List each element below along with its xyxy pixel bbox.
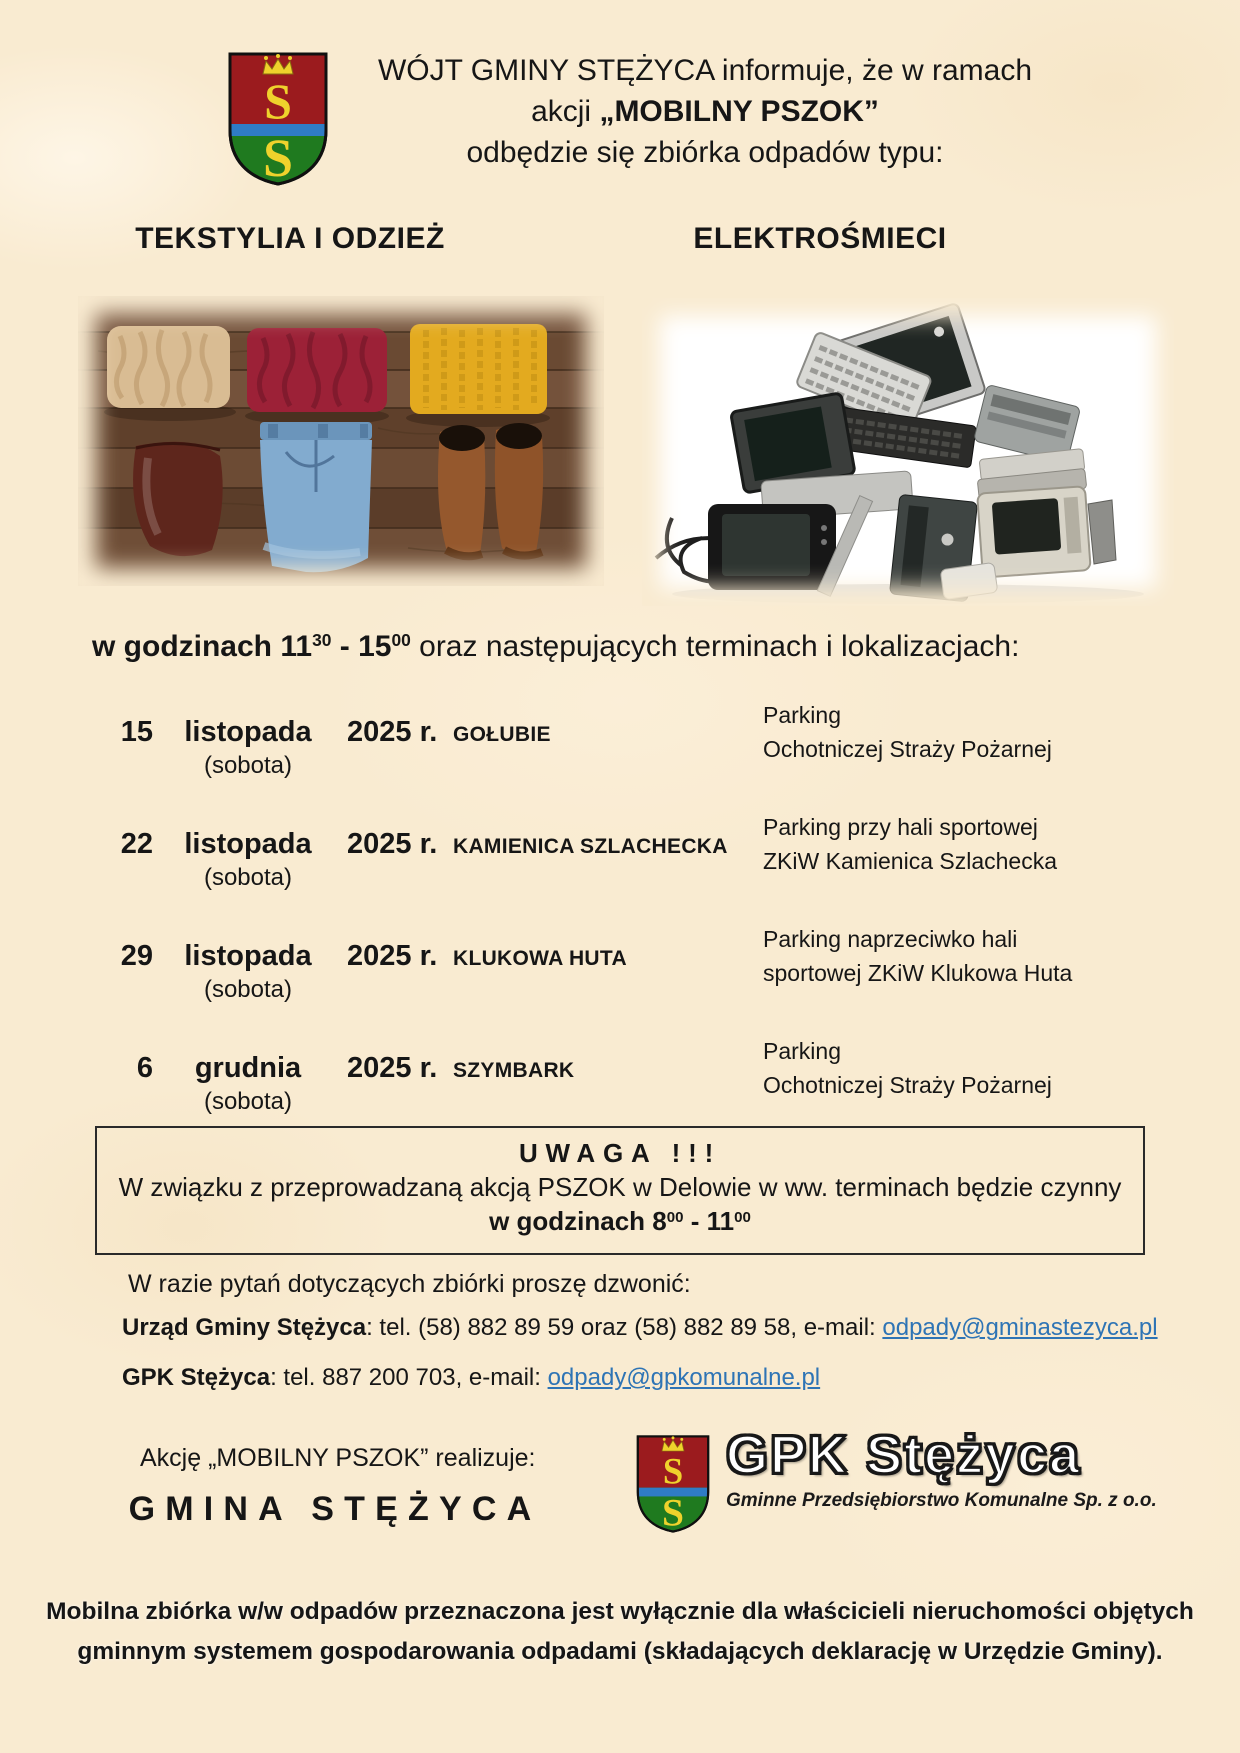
- schedule-day: 29: [120, 940, 153, 972]
- gpk-logo-title: GPK Stężyca: [726, 1425, 1082, 1485]
- contact-org-details: : tel. (58) 882 89 59 oraz (58) 882 89 58, e-mail:: [366, 1314, 883, 1341]
- notice-hours: [107, 1204, 1133, 1243]
- tv-set: [708, 504, 836, 590]
- location-desc-line2: sportowej ZKiW Klukowa Huta: [763, 960, 1073, 986]
- hours-to: 15: [358, 630, 392, 663]
- email-link-gmina[interactable]: odpady@gminastezyca.pl: [882, 1314, 1158, 1341]
- contact-org-label: Urząd Gminy Stężyca: [122, 1314, 367, 1341]
- location-desc-line2: ZKiW Kamienica Szlachecka: [763, 848, 1057, 874]
- schedule-month-name: grudnia: [194, 1052, 302, 1084]
- shield-icon: [632, 1432, 714, 1536]
- title-line-1: WÓJT GMINY STĘŻYCA informuje, że w ramach: [377, 54, 1033, 87]
- schedule-place: KLUKOWA HUTA: [453, 947, 627, 970]
- schedule-weekday: (sobota): [203, 976, 293, 1003]
- schedule-year: 2025 r.: [347, 716, 438, 748]
- schedule-location-desc: [763, 1034, 1159, 1102]
- hours-from-minutes: 30: [312, 630, 332, 651]
- hours-from: 11: [280, 630, 313, 663]
- contact-line-ugm: [122, 1314, 1158, 1342]
- schedule-location-desc: [763, 922, 1159, 990]
- notice-body: W związku z przeprowadzaną akcją PSZOK w Delowie w ww. terminach będzie czynny: [118, 1172, 1122, 1202]
- schedule-location-desc: [763, 810, 1159, 878]
- gpk-logo-subtitle: Gminne Przedsiębiorstwo Komunalne Sp. z o.o.: [726, 1490, 1157, 1511]
- notice-hours-from: 8: [652, 1206, 667, 1236]
- contact-org-label: GPK Stężyca: [122, 1364, 271, 1391]
- hours-separator: -: [331, 630, 359, 663]
- title-line-3: odbędzie się zbiórka odpadów typu:: [466, 136, 944, 169]
- heading-ewaste: ELEKTROŚMIECI: [693, 222, 947, 255]
- schedule-day: 22: [120, 828, 153, 860]
- footer-note-line2: gminnym systemem gospodarowania odpadami (składających deklarację w Urzędzie Gminy).: [77, 1638, 1163, 1665]
- beige-desktop: [977, 486, 1091, 577]
- schedule-place: GOŁUBIE: [453, 723, 551, 746]
- schedule-weekday: (sobota): [203, 1088, 293, 1115]
- notice-hours-from-minutes: 00: [666, 1208, 684, 1226]
- notice-title: UWAGA !!!: [518, 1138, 722, 1168]
- maroon-sweater: [247, 328, 387, 412]
- schedule-month-name: listopada: [184, 828, 312, 860]
- folded-jeans: [260, 422, 372, 572]
- crest-top-letter: S: [264, 73, 292, 129]
- hours-to-minutes: 00: [391, 630, 411, 651]
- email-link-gpk[interactable]: odpady@gpkomunalne.pl: [547, 1364, 821, 1391]
- leather-bag: [133, 442, 223, 556]
- beige-sweater: [107, 326, 230, 408]
- title-line-2: [300, 91, 1110, 132]
- location-desc-line1: Parking naprzeciwko hali: [763, 926, 1018, 952]
- footer-note-line1: Mobilna zbiórka w/w odpadów przeznaczona jest wyłącznie dla właścicieli nieruchomości objętych: [46, 1598, 1194, 1625]
- footer-note: [20, 1592, 1220, 1672]
- ewaste-illustration: [642, 298, 1174, 606]
- location-desc-line2: Ochotniczej Straży Pożarnej: [763, 1072, 1052, 1098]
- table-row: [95, 804, 1165, 916]
- location-desc-line1: Parking: [763, 1038, 841, 1064]
- contact-org-details: : tel. 887 200 703, e-mail:: [270, 1364, 548, 1391]
- gpk-coat-of-arms: [632, 1432, 714, 1541]
- crest-top-letter: S: [662, 1450, 684, 1492]
- schedule-month: [159, 716, 337, 780]
- notice-box: [95, 1126, 1145, 1255]
- realizes-line: Akcję „MOBILNY PSZOK” realizuje:: [140, 1444, 536, 1472]
- schedule-weekday: (sobota): [203, 864, 293, 891]
- contact-intro: W razie pytań dotyczących zbiórki proszę dzwonić:: [128, 1270, 691, 1298]
- title-line-2-prefix: akcji: [531, 95, 600, 128]
- crown-icon: [662, 1436, 684, 1451]
- title-line-2-campaign: „MOBILNY PSZOK”: [599, 95, 879, 128]
- schedule-month: [159, 1052, 337, 1116]
- schedule-weekday: (sobota): [203, 752, 293, 779]
- schedule-location-desc: [763, 698, 1159, 766]
- schedule-month-name: listopada: [184, 940, 312, 972]
- gmina-stezyca-label: GMINA STĘŻYCA: [128, 1490, 542, 1528]
- schedule-month-name: listopada: [184, 716, 312, 748]
- yellow-sweater: [410, 324, 547, 414]
- schedule-year: 2025 r.: [347, 1052, 438, 1084]
- gpk-logo: [726, 1424, 1186, 1512]
- textiles-illustration: [78, 296, 604, 586]
- schedule-year: 2025 r.: [347, 828, 438, 860]
- schedule-day: 15: [120, 716, 153, 748]
- page-title: [300, 50, 1110, 173]
- notice-hours-to: 11: [706, 1206, 735, 1236]
- crest-bottom-letter: S: [662, 1490, 684, 1535]
- crown-icon: [263, 54, 293, 74]
- crest-bottom-letter: S: [262, 128, 294, 188]
- notice-hours-to-minutes: 00: [734, 1208, 751, 1226]
- collection-hours-line: [92, 630, 1192, 664]
- schedule-day: 6: [136, 1052, 153, 1084]
- location-desc-line2: Ochotniczej Straży Pożarnej: [763, 736, 1052, 762]
- schedule-month: [159, 828, 337, 892]
- notice-hours-label: w godzinach: [489, 1206, 653, 1236]
- heading-textiles: TEKSTYLIA I ODZIEŻ: [135, 222, 445, 255]
- schedule-place: KAMIENICA SZLACHECKA: [453, 835, 728, 858]
- hours-label: w godzinach: [92, 630, 281, 663]
- schedule-place: SZYMBARK: [453, 1059, 575, 1082]
- schedule-month: [159, 940, 337, 1004]
- textiles-photo: [78, 296, 604, 586]
- ewaste-photo: [642, 298, 1174, 606]
- collection-schedule: [95, 692, 1165, 1140]
- location-desc-line1: Parking: [763, 702, 841, 728]
- hours-rest: oraz następujących terminach i lokalizacjach:: [410, 630, 1020, 663]
- table-row: [95, 916, 1165, 1028]
- contact-line-gpk: [122, 1364, 820, 1392]
- table-row: [95, 692, 1165, 804]
- location-desc-line1: Parking przy hali sportowej: [763, 814, 1038, 840]
- notice-hours-separator: -: [683, 1206, 707, 1236]
- table-row: [95, 1028, 1165, 1140]
- schedule-year: 2025 r.: [347, 940, 438, 972]
